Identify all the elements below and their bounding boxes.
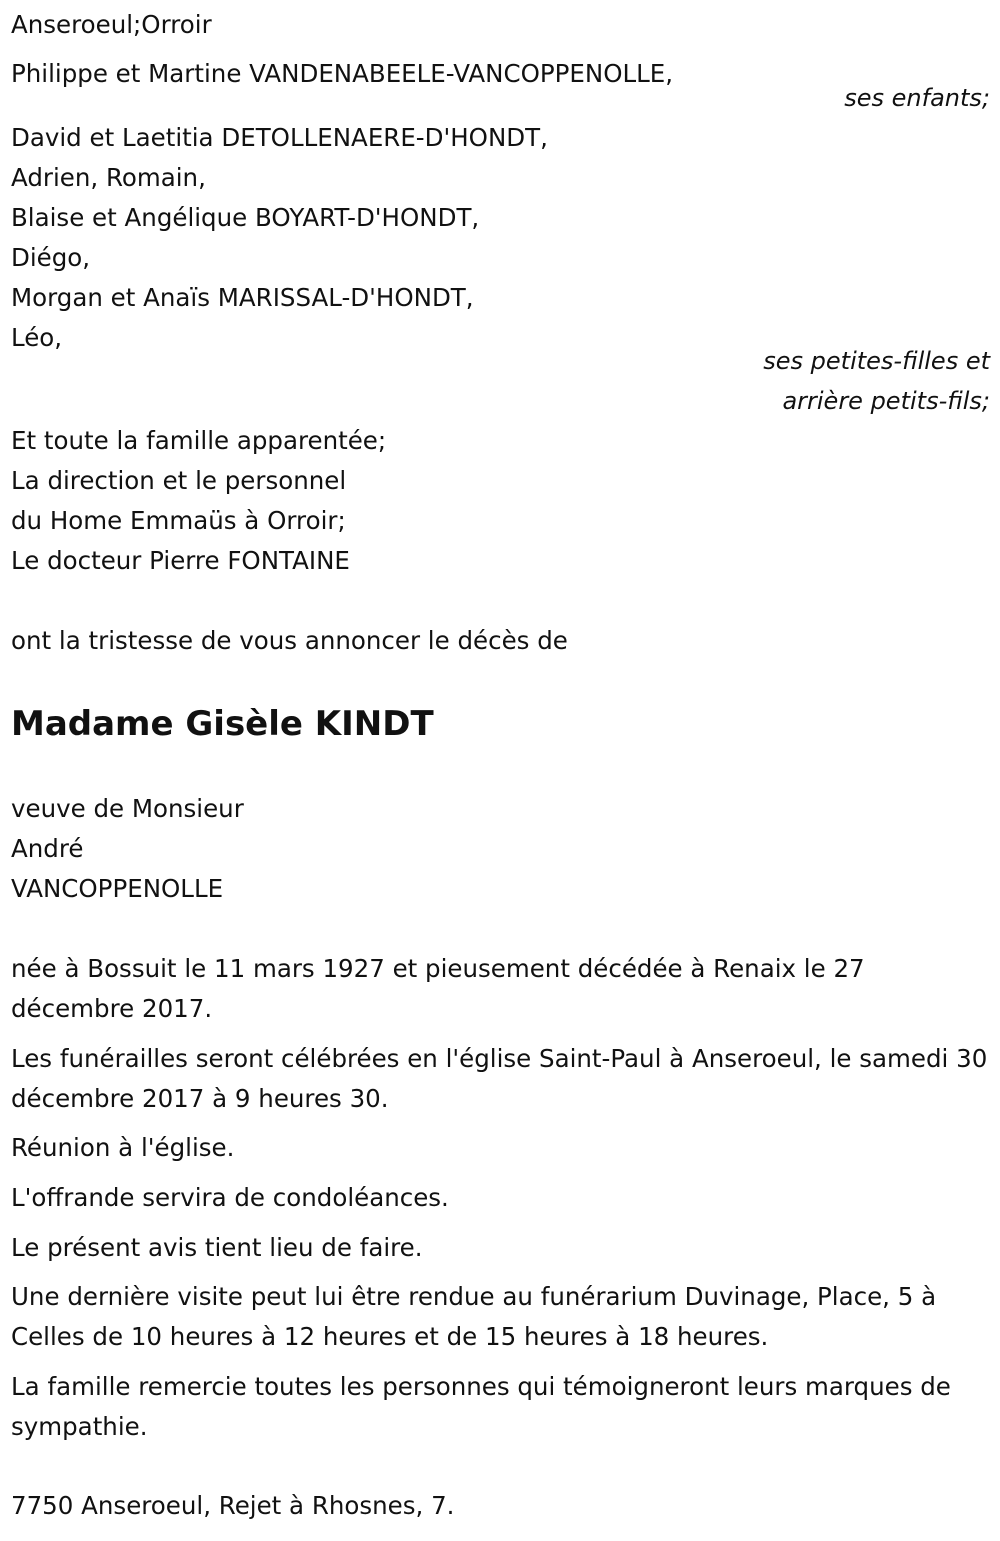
- thanks-text: La famille remercie toutes les personnes qui témoigneront leurs marques de sympathie.: [11, 1372, 951, 1441]
- others-line: La direction et le personnel: [11, 466, 347, 495]
- funeral-text: Les funérailles seront célébrées en l'église Saint-Paul à Anseroeul, le samedi 30 décembre 2017 à 9 heures 30.: [11, 1044, 988, 1113]
- birth-death-text: née à Bossuit le 11 mars 1927 et pieusement décédée à Renaix le 27 décembre 2017.: [11, 954, 865, 1023]
- grandchildren-line: Diégo,: [11, 243, 91, 272]
- widow-line: André: [11, 834, 84, 863]
- others-line: Et toute la famille apparentée;: [11, 426, 387, 455]
- header-location: Anseroeul;Orroir: [11, 10, 212, 39]
- grandchildren-line: Adrien, Romain,: [11, 163, 206, 192]
- grandchildren-role-line2: arrière petits-fils;: [782, 387, 990, 415]
- grandchildren-line: Léo,: [11, 323, 63, 352]
- widow-line: VANCOPPENOLLE: [11, 874, 224, 903]
- notice-text: Le présent avis tient lieu de faire.: [11, 1233, 423, 1262]
- announcement-text: ont la tristesse de vous annoncer le décès de: [11, 626, 568, 655]
- children-names: Philippe et Martine VANDENABEELE-VANCOPPENOLLE,: [11, 59, 674, 88]
- visit-text: Une dernière visite peut lui être rendue au funérarium Duvinage, Place, 5 à Celles de 10 heures à 12 heures et de 15 heures à 18 heures.: [11, 1282, 937, 1351]
- meeting-text: Réunion à l'église.: [11, 1133, 235, 1162]
- offering-text: L'offrande servira de condoléances.: [11, 1183, 449, 1212]
- grandchildren-role-line1: ses petites-filles et: [763, 347, 990, 375]
- widow-line: veuve de Monsieur: [11, 794, 244, 823]
- children-role: ses enfants;: [844, 84, 990, 112]
- others-line: du Home Emmaüs à Orroir;: [11, 506, 346, 535]
- others-line: Le docteur Pierre FONTAINE: [11, 546, 350, 575]
- grandchildren-line: David et Laetitia DETOLLENAERE-D'HONDT,: [11, 123, 548, 152]
- deceased-name: Madame Gisèle KINDT: [11, 704, 434, 744]
- address-text: 7750 Anseroeul, Rejet à Rhosnes, 7.: [11, 1491, 455, 1520]
- grandchildren-line: Blaise et Angélique BOYART-D'HONDT,: [11, 203, 480, 232]
- grandchildren-line: Morgan et Anaïs MARISSAL-D'HONDT,: [11, 283, 474, 312]
